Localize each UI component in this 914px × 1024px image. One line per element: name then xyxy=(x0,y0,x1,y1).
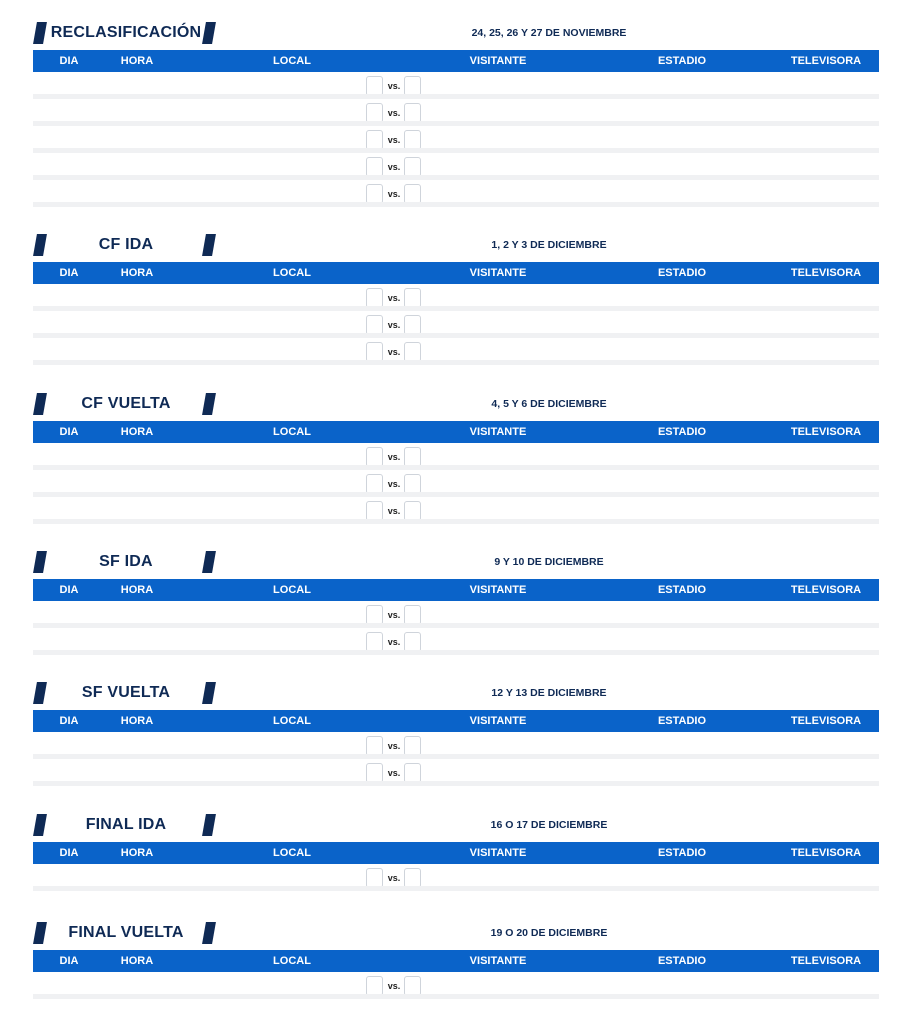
home-team-crest-placeholder xyxy=(366,184,383,204)
stage-title-row xyxy=(33,22,879,44)
away-team-crest-placeholder xyxy=(404,763,421,783)
column-header-local: LOCAL xyxy=(273,847,311,859)
away-team-crest-placeholder xyxy=(404,76,421,96)
away-team-crest-placeholder xyxy=(404,605,421,625)
away-team-crest-placeholder xyxy=(404,184,421,204)
away-team-crest-placeholder xyxy=(404,868,421,888)
vs-label: vs. xyxy=(387,741,401,751)
match-row xyxy=(33,732,879,759)
table-header-bar xyxy=(33,842,879,864)
stage-section xyxy=(33,682,879,780)
home-team-crest-placeholder xyxy=(366,605,383,625)
match-row xyxy=(33,972,879,999)
column-header-televisora: TELEVISORA xyxy=(790,267,862,279)
table-header-bar xyxy=(33,579,879,601)
match-row xyxy=(33,759,879,786)
match-row xyxy=(33,864,879,891)
match-row xyxy=(33,470,879,497)
vs-label: vs. xyxy=(387,135,401,145)
row-separator xyxy=(33,360,879,365)
column-header-hora: HORA xyxy=(120,715,154,727)
column-header-local: LOCAL xyxy=(273,267,311,279)
away-team-crest-placeholder xyxy=(404,632,421,652)
column-header-hora: HORA xyxy=(120,55,154,67)
vs-label: vs. xyxy=(387,610,401,620)
vs-label: vs. xyxy=(387,162,401,172)
away-team-crest-placeholder xyxy=(404,103,421,123)
home-team-crest-placeholder xyxy=(366,342,383,362)
vs-label: vs. xyxy=(387,981,401,991)
match-row xyxy=(33,284,879,311)
column-header-hora: HORA xyxy=(120,267,154,279)
table-header-bar xyxy=(33,50,879,72)
away-team-crest-placeholder xyxy=(404,976,421,996)
column-header-local: LOCAL xyxy=(273,426,311,438)
column-header-hora: HORA xyxy=(120,584,154,596)
vs-label: vs. xyxy=(387,189,401,199)
column-header-dia: DIA xyxy=(59,584,79,596)
home-team-crest-placeholder xyxy=(366,501,383,521)
column-header-visitante: VISITANTE xyxy=(469,955,527,967)
stage-title-row xyxy=(33,551,879,573)
vs-label: vs. xyxy=(387,347,401,357)
column-header-dia: DIA xyxy=(59,267,79,279)
home-team-crest-placeholder xyxy=(366,130,383,150)
stage-title: SF VUELTA xyxy=(81,684,171,701)
column-header-televisora: TELEVISORA xyxy=(790,426,862,438)
column-header-visitante: VISITANTE xyxy=(469,584,527,596)
vs-label: vs. xyxy=(387,637,401,647)
stage-section xyxy=(33,814,879,885)
column-header-hora: HORA xyxy=(120,426,154,438)
column-header-visitante: VISITANTE xyxy=(469,426,527,438)
home-team-crest-placeholder xyxy=(366,632,383,652)
stage-section xyxy=(33,234,879,359)
stage-section xyxy=(33,22,879,201)
stage-dates: 1, 2 Y 3 DE DICIEMBRE xyxy=(491,239,607,251)
vs-label: vs. xyxy=(387,506,401,516)
column-header-local: LOCAL xyxy=(273,715,311,727)
column-header-visitante: VISITANTE xyxy=(469,267,527,279)
match-row xyxy=(33,628,879,655)
column-header-local: LOCAL xyxy=(273,955,311,967)
column-header-dia: DIA xyxy=(59,55,79,67)
stage-title-row xyxy=(33,234,879,256)
home-team-crest-placeholder xyxy=(366,447,383,467)
match-row xyxy=(33,338,879,365)
column-header-local: LOCAL xyxy=(273,55,311,67)
column-header-estadio: ESTADIO xyxy=(657,267,707,279)
home-team-crest-placeholder xyxy=(366,103,383,123)
vs-label: vs. xyxy=(387,293,401,303)
stage-dates: 19 O 20 DE DICIEMBRE xyxy=(490,927,608,939)
stage-title-row xyxy=(33,814,879,836)
stage-title-row xyxy=(33,682,879,704)
table-header-bar xyxy=(33,421,879,443)
column-header-televisora: TELEVISORA xyxy=(790,584,862,596)
column-header-dia: DIA xyxy=(59,847,79,859)
column-header-estadio: ESTADIO xyxy=(657,55,707,67)
home-team-crest-placeholder xyxy=(366,76,383,96)
stage-dates: 12 Y 13 DE DICIEMBRE xyxy=(491,687,607,699)
stage-dates: 4, 5 Y 6 DE DICIEMBRE xyxy=(491,398,607,410)
away-team-crest-placeholder xyxy=(404,447,421,467)
vs-label: vs. xyxy=(387,108,401,118)
table-header-bar xyxy=(33,710,879,732)
match-row xyxy=(33,601,879,628)
row-separator xyxy=(33,781,879,786)
column-header-visitante: VISITANTE xyxy=(469,715,527,727)
stage-title: FINAL VUELTA xyxy=(68,924,184,941)
row-separator xyxy=(33,994,879,999)
column-header-estadio: ESTADIO xyxy=(657,584,707,596)
stage-title-row xyxy=(33,922,879,944)
stage-title: SF IDA xyxy=(99,553,153,570)
match-row xyxy=(33,311,879,338)
home-team-crest-placeholder xyxy=(366,736,383,756)
vs-label: vs. xyxy=(387,479,401,489)
column-header-local: LOCAL xyxy=(273,584,311,596)
column-header-televisora: TELEVISORA xyxy=(790,55,862,67)
vs-label: vs. xyxy=(387,320,401,330)
home-team-crest-placeholder xyxy=(366,763,383,783)
column-header-televisora: TELEVISORA xyxy=(790,715,862,727)
match-row xyxy=(33,497,879,524)
table-header-bar xyxy=(33,262,879,284)
row-separator xyxy=(33,886,879,891)
match-row xyxy=(33,443,879,470)
match-row xyxy=(33,72,879,99)
away-team-crest-placeholder xyxy=(404,736,421,756)
away-team-crest-placeholder xyxy=(404,157,421,177)
stage-title: FINAL IDA xyxy=(85,816,167,833)
column-header-estadio: ESTADIO xyxy=(657,847,707,859)
stage-section xyxy=(33,551,879,649)
stage-section xyxy=(33,393,879,518)
column-header-hora: HORA xyxy=(120,955,154,967)
column-header-estadio: ESTADIO xyxy=(657,426,707,438)
column-header-dia: DIA xyxy=(59,955,79,967)
home-team-crest-placeholder xyxy=(366,868,383,888)
table-header-bar xyxy=(33,950,879,972)
column-header-visitante: VISITANTE xyxy=(469,847,527,859)
column-header-estadio: ESTADIO xyxy=(657,955,707,967)
stage-title-row xyxy=(33,393,879,415)
column-header-hora: HORA xyxy=(120,847,154,859)
stage-dates: 9 Y 10 DE DICIEMBRE xyxy=(494,556,604,568)
away-team-crest-placeholder xyxy=(404,315,421,335)
away-team-crest-placeholder xyxy=(404,501,421,521)
row-separator xyxy=(33,202,879,207)
stage-title: CF IDA xyxy=(98,236,154,253)
away-team-crest-placeholder xyxy=(404,130,421,150)
home-team-crest-placeholder xyxy=(366,157,383,177)
column-header-televisora: TELEVISORA xyxy=(790,847,862,859)
stage-dates: 16 O 17 DE DICIEMBRE xyxy=(490,819,608,831)
vs-label: vs. xyxy=(387,452,401,462)
column-header-visitante: VISITANTE xyxy=(469,55,527,67)
home-team-crest-placeholder xyxy=(366,474,383,494)
stage-title: CF VUELTA xyxy=(81,395,171,412)
row-separator xyxy=(33,519,879,524)
home-team-crest-placeholder xyxy=(366,288,383,308)
row-separator xyxy=(33,650,879,655)
home-team-crest-placeholder xyxy=(366,315,383,335)
vs-label: vs. xyxy=(387,81,401,91)
match-row xyxy=(33,153,879,180)
column-header-dia: DIA xyxy=(59,715,79,727)
column-header-estadio: ESTADIO xyxy=(657,715,707,727)
match-row xyxy=(33,180,879,207)
match-row xyxy=(33,99,879,126)
away-team-crest-placeholder xyxy=(404,342,421,362)
stage-dates: 24, 25, 26 Y 27 DE NOVIEMBRE xyxy=(471,27,627,39)
match-row xyxy=(33,126,879,153)
vs-label: vs. xyxy=(387,873,401,883)
away-team-crest-placeholder xyxy=(404,474,421,494)
column-header-dia: DIA xyxy=(59,426,79,438)
stage-title: RECLASIFICACIÓN xyxy=(50,24,202,41)
away-team-crest-placeholder xyxy=(404,288,421,308)
home-team-crest-placeholder xyxy=(366,976,383,996)
column-header-televisora: TELEVISORA xyxy=(790,955,862,967)
vs-label: vs. xyxy=(387,768,401,778)
stage-section xyxy=(33,922,879,993)
